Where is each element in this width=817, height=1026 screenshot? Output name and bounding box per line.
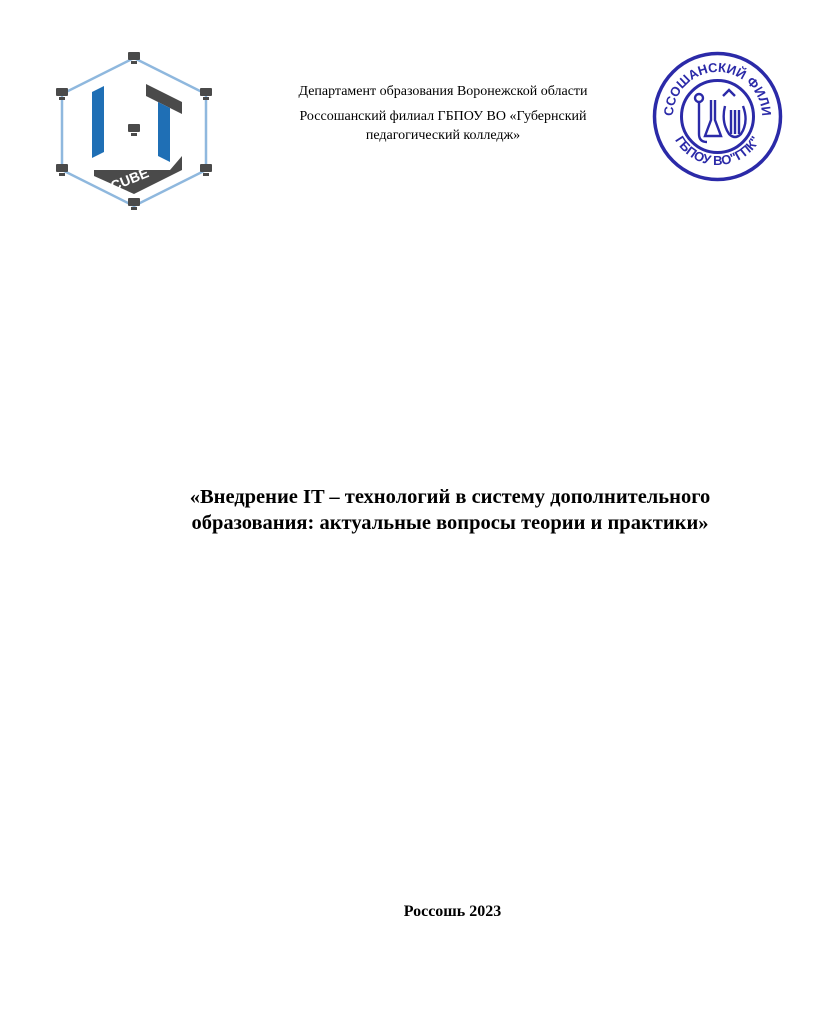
title-line-2: образования: актуальные вопросы теории и практики» xyxy=(191,512,709,534)
seal-emblem-icon xyxy=(695,90,746,142)
college-name-line1: Россошанский филиал ГБПОУ ВО «Губернский xyxy=(299,109,587,124)
seal-top-text: ССОШАНСКИЙ ФИЛИ xyxy=(660,59,775,117)
it-cube-logo xyxy=(50,52,218,212)
college-seal xyxy=(651,50,784,183)
svg-text:РОССОШАНСКИЙ ФИЛИАЛ xyxy=(651,50,774,117)
college-seal-icon xyxy=(651,50,784,183)
document-header xyxy=(258,82,628,145)
college-name-line2: педагогический колледж» xyxy=(365,128,521,143)
document-title xyxy=(95,484,805,536)
cube-logo-text: CUBE xyxy=(108,164,151,194)
seal-bottom-text: ГБПОУ ВО"ГПК" xyxy=(672,133,763,169)
place-and-year xyxy=(0,902,817,922)
place-year-text: Россошь 2023 xyxy=(403,903,502,920)
svg-text:ГБПОУ ВО"ГПК" xyxy=(672,133,762,168)
it-cube-logo-icon xyxy=(50,52,218,212)
title-line-1: «Внедрение IT – технологий в систему дополнительного xyxy=(189,486,711,508)
department-name: Департамент образования Воронежской области xyxy=(298,84,588,99)
